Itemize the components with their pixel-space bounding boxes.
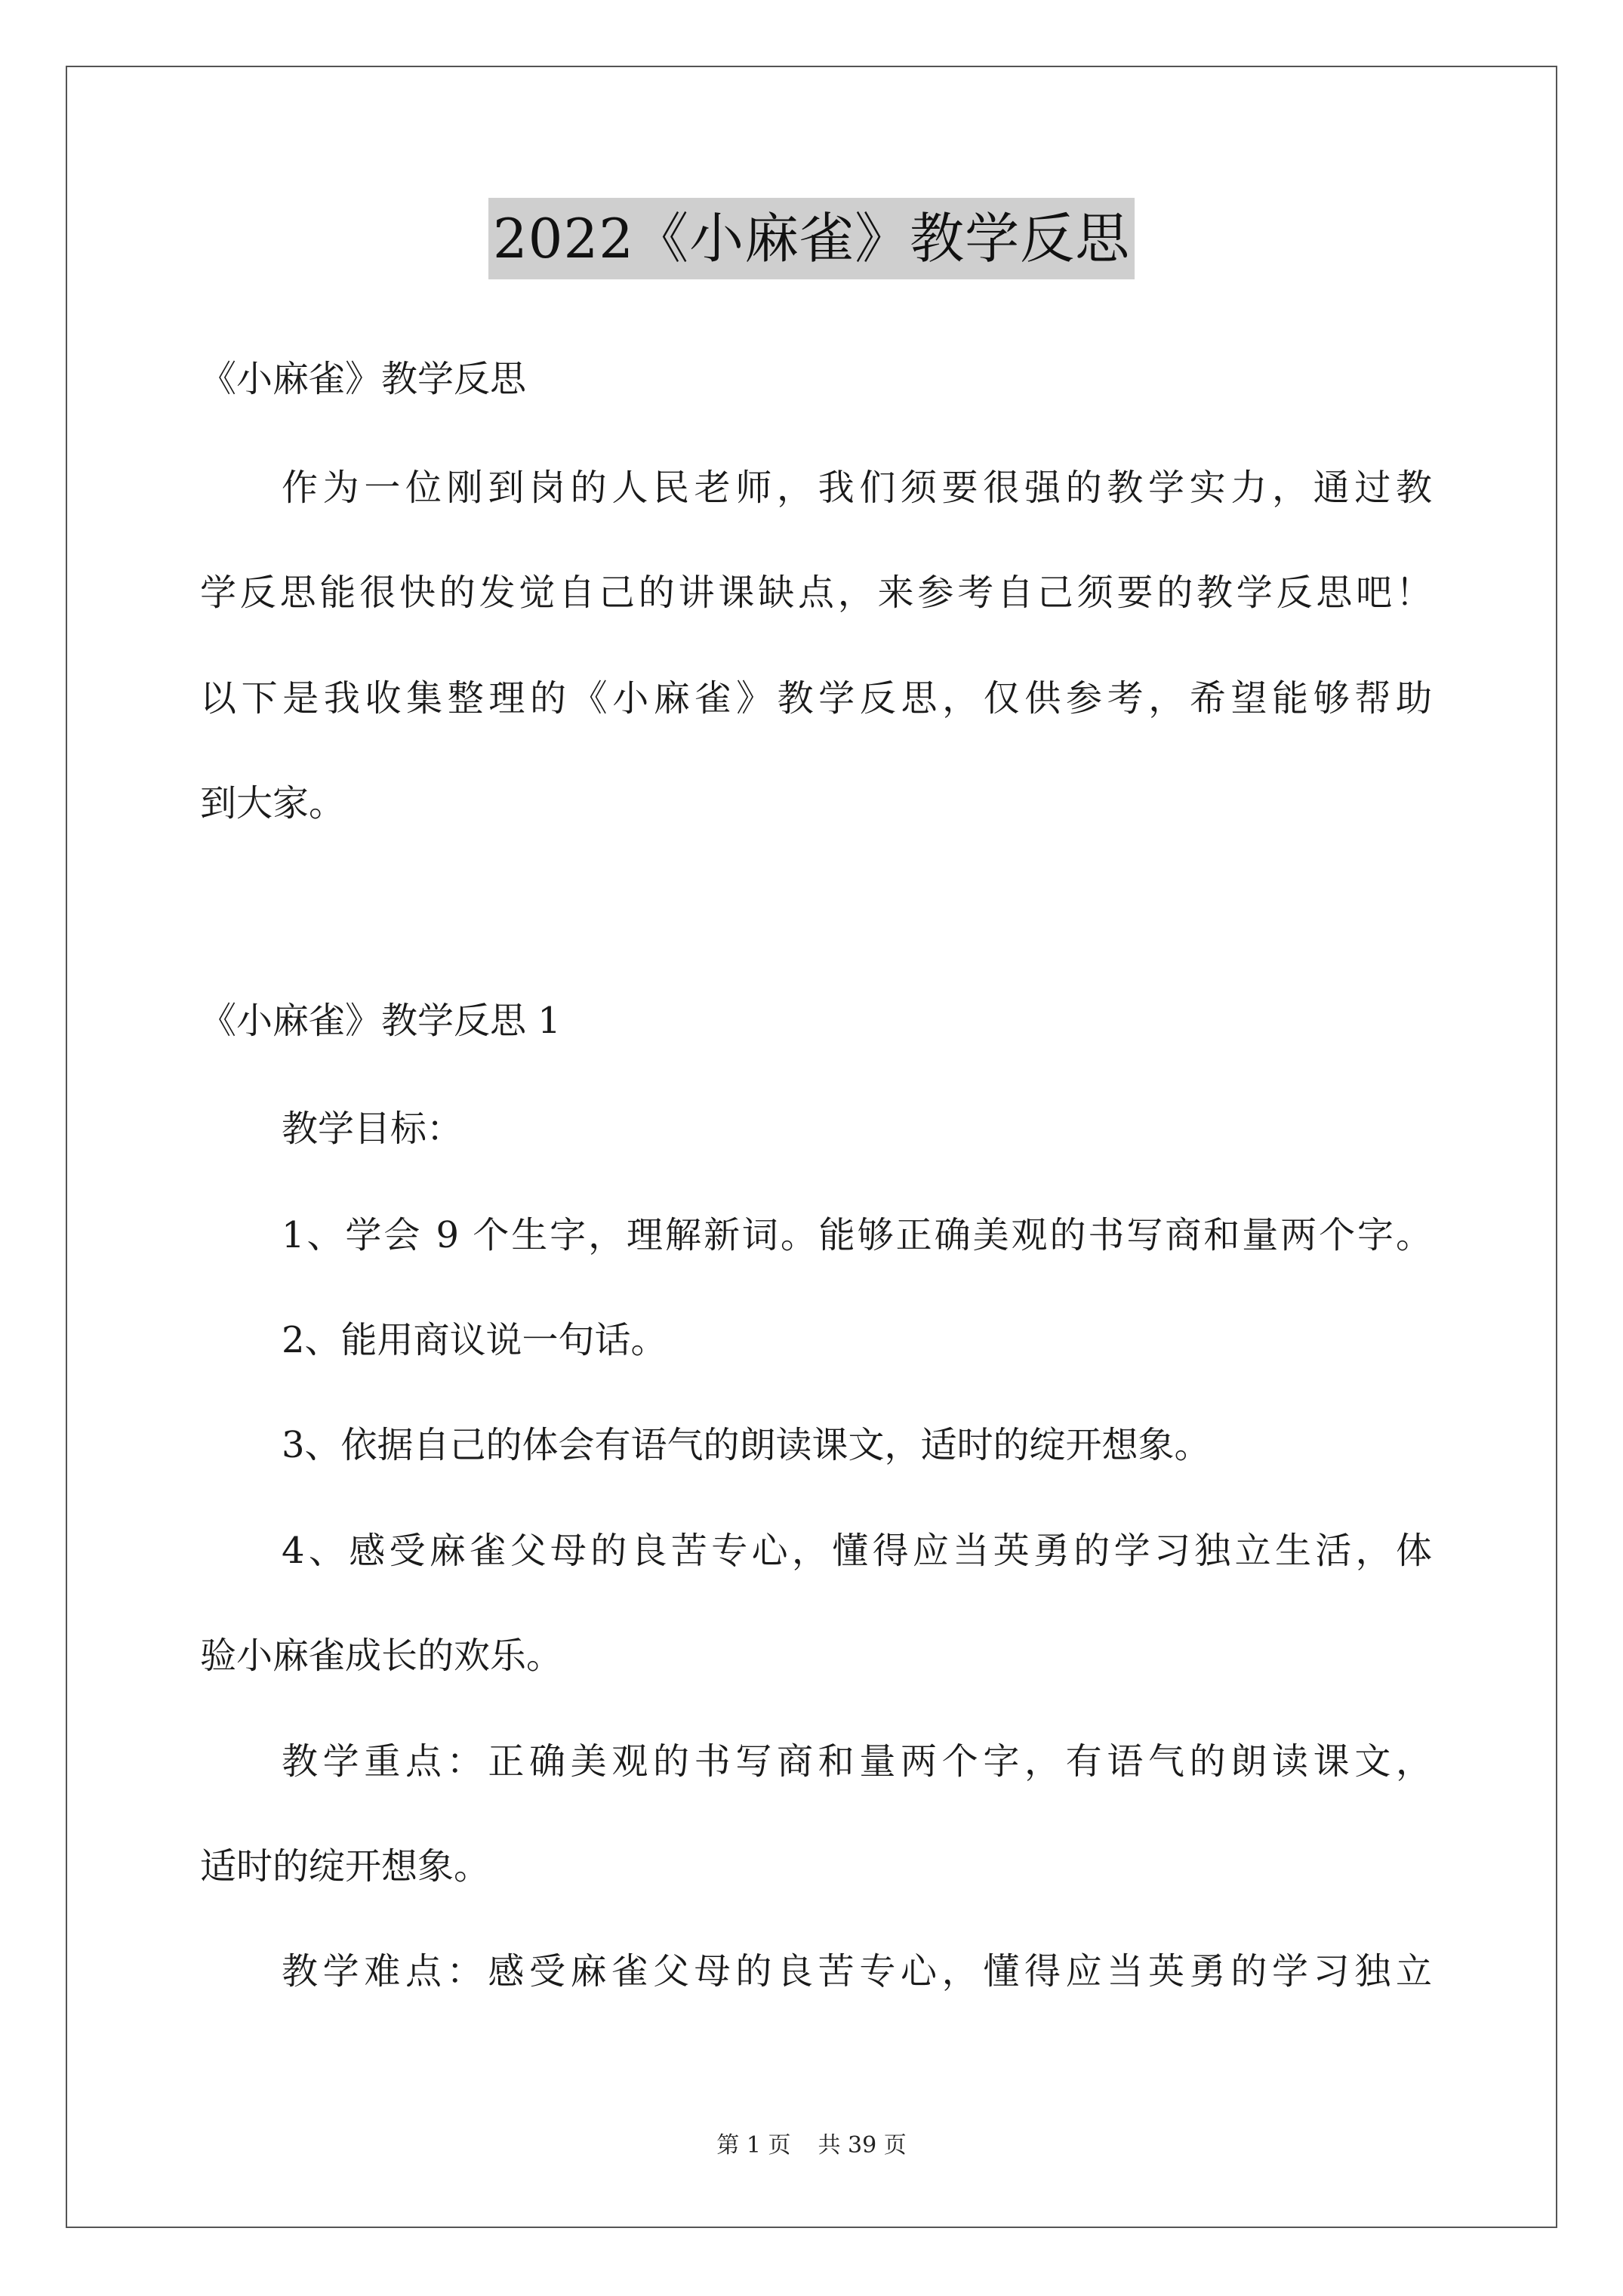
intro-line-3: 以下是我收集整理的《小麻雀》教学反思，仅供参考，希望能够帮助 <box>200 677 1432 720</box>
intro-line-2: 学反思能很快的发觉自己的讲课缺点，来参考自己须要的教学反思吧！ <box>200 572 1432 614</box>
key-point-line-1: 教学重点：正确美观的书写商和量两个字，有语气的朗读课文， <box>282 1740 1432 1783</box>
goal-item-3: 3、依据自己的体会有语气的朗读课文，适时的绽开想象。 <box>282 1424 1211 1466</box>
goal-item-4-line-1: 4、感受麻雀父母的良苦专心，懂得应当英勇的学习独立生活，体 <box>282 1530 1432 1572</box>
intro-line-1: 作为一位刚到岗的人民老师，我们须要很强的教学实力，通过教 <box>282 467 1432 509</box>
page-number-total: 共 39 页 <box>818 2132 907 2159</box>
goal-item-1: 1、学会 9 个生字，理解新词。能够正确美观的书写商和量两个字。 <box>282 1214 1432 1256</box>
document-title: 2022《小麻雀》教学反思 <box>488 198 1135 279</box>
key-point-line-2: 适时的绽开想象。 <box>200 1845 491 1888</box>
page-number-current: 第 1 页 <box>716 2132 791 2159</box>
section-heading: 《小麻雀》教学反思 1 <box>200 1000 561 1042</box>
goal-item-4-line-2: 验小麻雀成长的欢乐。 <box>200 1635 563 1677</box>
page-footer <box>0 2131 1623 2161</box>
intro-line-4: 到大家。 <box>200 782 346 824</box>
difficulty-line: 教学难点：感受麻雀父母的良苦专心，懂得应当英勇的学习独立 <box>282 1950 1432 1992</box>
goals-label: 教学目标： <box>282 1108 463 1150</box>
title-container <box>0 198 1623 279</box>
subtitle: 《小麻雀》教学反思 <box>200 358 527 400</box>
goal-item-2: 2、能用商议说一句话。 <box>282 1319 667 1361</box>
